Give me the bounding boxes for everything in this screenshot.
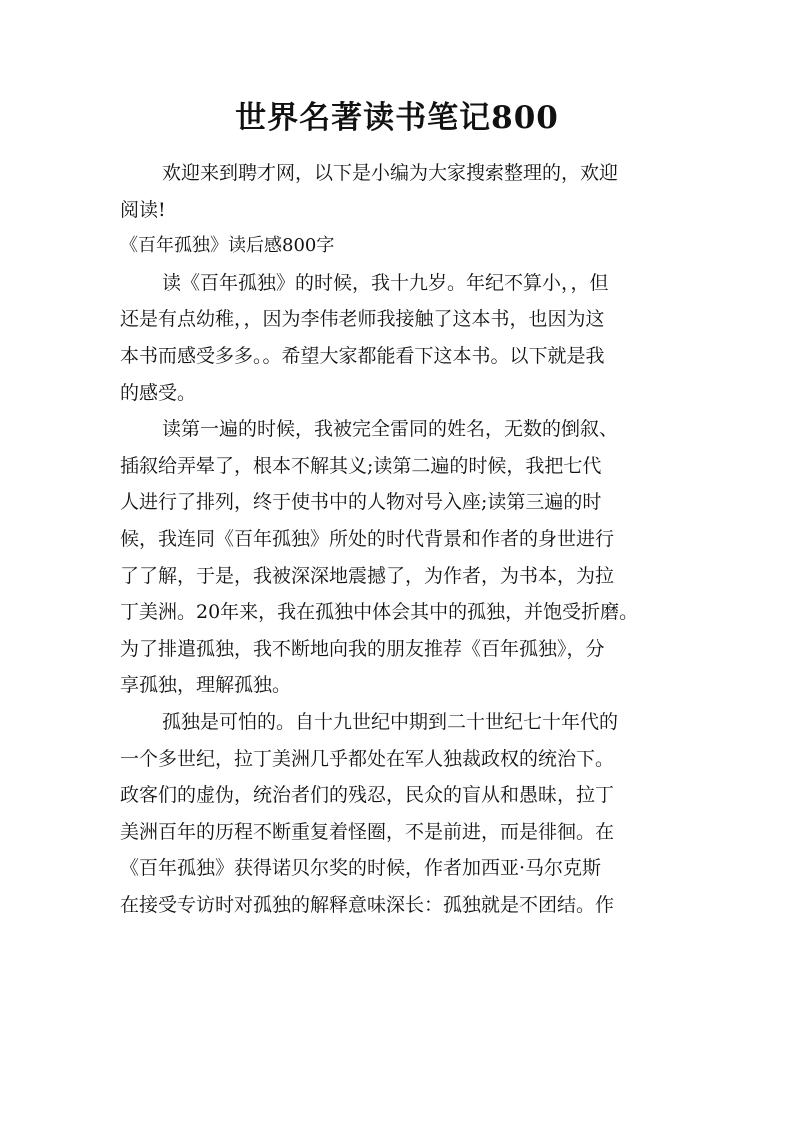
document-title: 世界名著读书笔记800 bbox=[235, 100, 559, 136]
paragraph-line: 候，我连同《百年孤独》所处的时代背景和作者的身世进行 bbox=[120, 527, 615, 550]
paragraph-line: 《百年孤独》获得诺贝尔奖的时候，作者加西亚·马尔克斯 bbox=[120, 857, 602, 880]
intro-line: 欢迎来到聘才网，以下是小编为大家搜索整理的，欢迎 bbox=[162, 162, 619, 184]
paragraph-line: 插叙给弄晕了，根本不解其义;读第二遍的时候，我把七代 bbox=[120, 454, 602, 477]
paragraph-line: 政客们的虚伪，统治者们的残忍，民众的盲从和愚昧，拉丁 bbox=[120, 784, 615, 807]
paragraph-line: 一个多世纪，拉丁美洲几乎都处在军人独裁政权的统治下。 bbox=[120, 747, 615, 770]
paragraph-line: 人进行了排列，终于使书中的人物对号入座;读第三遍的时 bbox=[120, 491, 602, 514]
paragraph-line: 在接受专访时对孤独的解释意味深长：孤独就是不团结。作 bbox=[120, 893, 615, 916]
paragraph-line: 本书而感受多多。。希望大家都能看下这本书。以下就是我 bbox=[120, 344, 605, 367]
paragraph-line: 还是有点幼稚，，因为李伟老师我接触了这本书，也因为这 bbox=[120, 308, 605, 331]
section-subtitle: 《百年孤独》读后感800字 bbox=[120, 235, 335, 257]
paragraph-line: 美洲百年的历程不断重复着怪圈，不是前进，而是徘徊。在 bbox=[120, 820, 615, 843]
paragraph-line: 读第一遍的时候，我被完全雷同的姓名，无数的倒叙、 bbox=[162, 418, 619, 441]
document-body bbox=[120, 155, 675, 923]
paragraph-line: 了了解，于是，我被深深地震撼了，为作者，为书本，为拉 bbox=[120, 564, 615, 587]
paragraph-line: 为了排遣孤独，我不断地向我的朋友推荐《百年孤独》，分 bbox=[120, 637, 605, 660]
paragraph-line: 的感受。 bbox=[120, 381, 197, 404]
paragraph-line: 享孤独，理解孤独。 bbox=[120, 674, 292, 697]
paragraph-line: 孤独是可怕的。自十九世纪中期到二十世纪七十年代的 bbox=[162, 710, 619, 733]
paragraph-line: 丁美洲。20年来，我在孤独中体会其中的孤独，并饱受折磨。 bbox=[120, 601, 639, 624]
intro-line: 阅读! bbox=[120, 198, 166, 221]
paragraph-line: 读《百年孤独》的时候，我十九岁。年纪不算小，，但 bbox=[162, 271, 609, 294]
